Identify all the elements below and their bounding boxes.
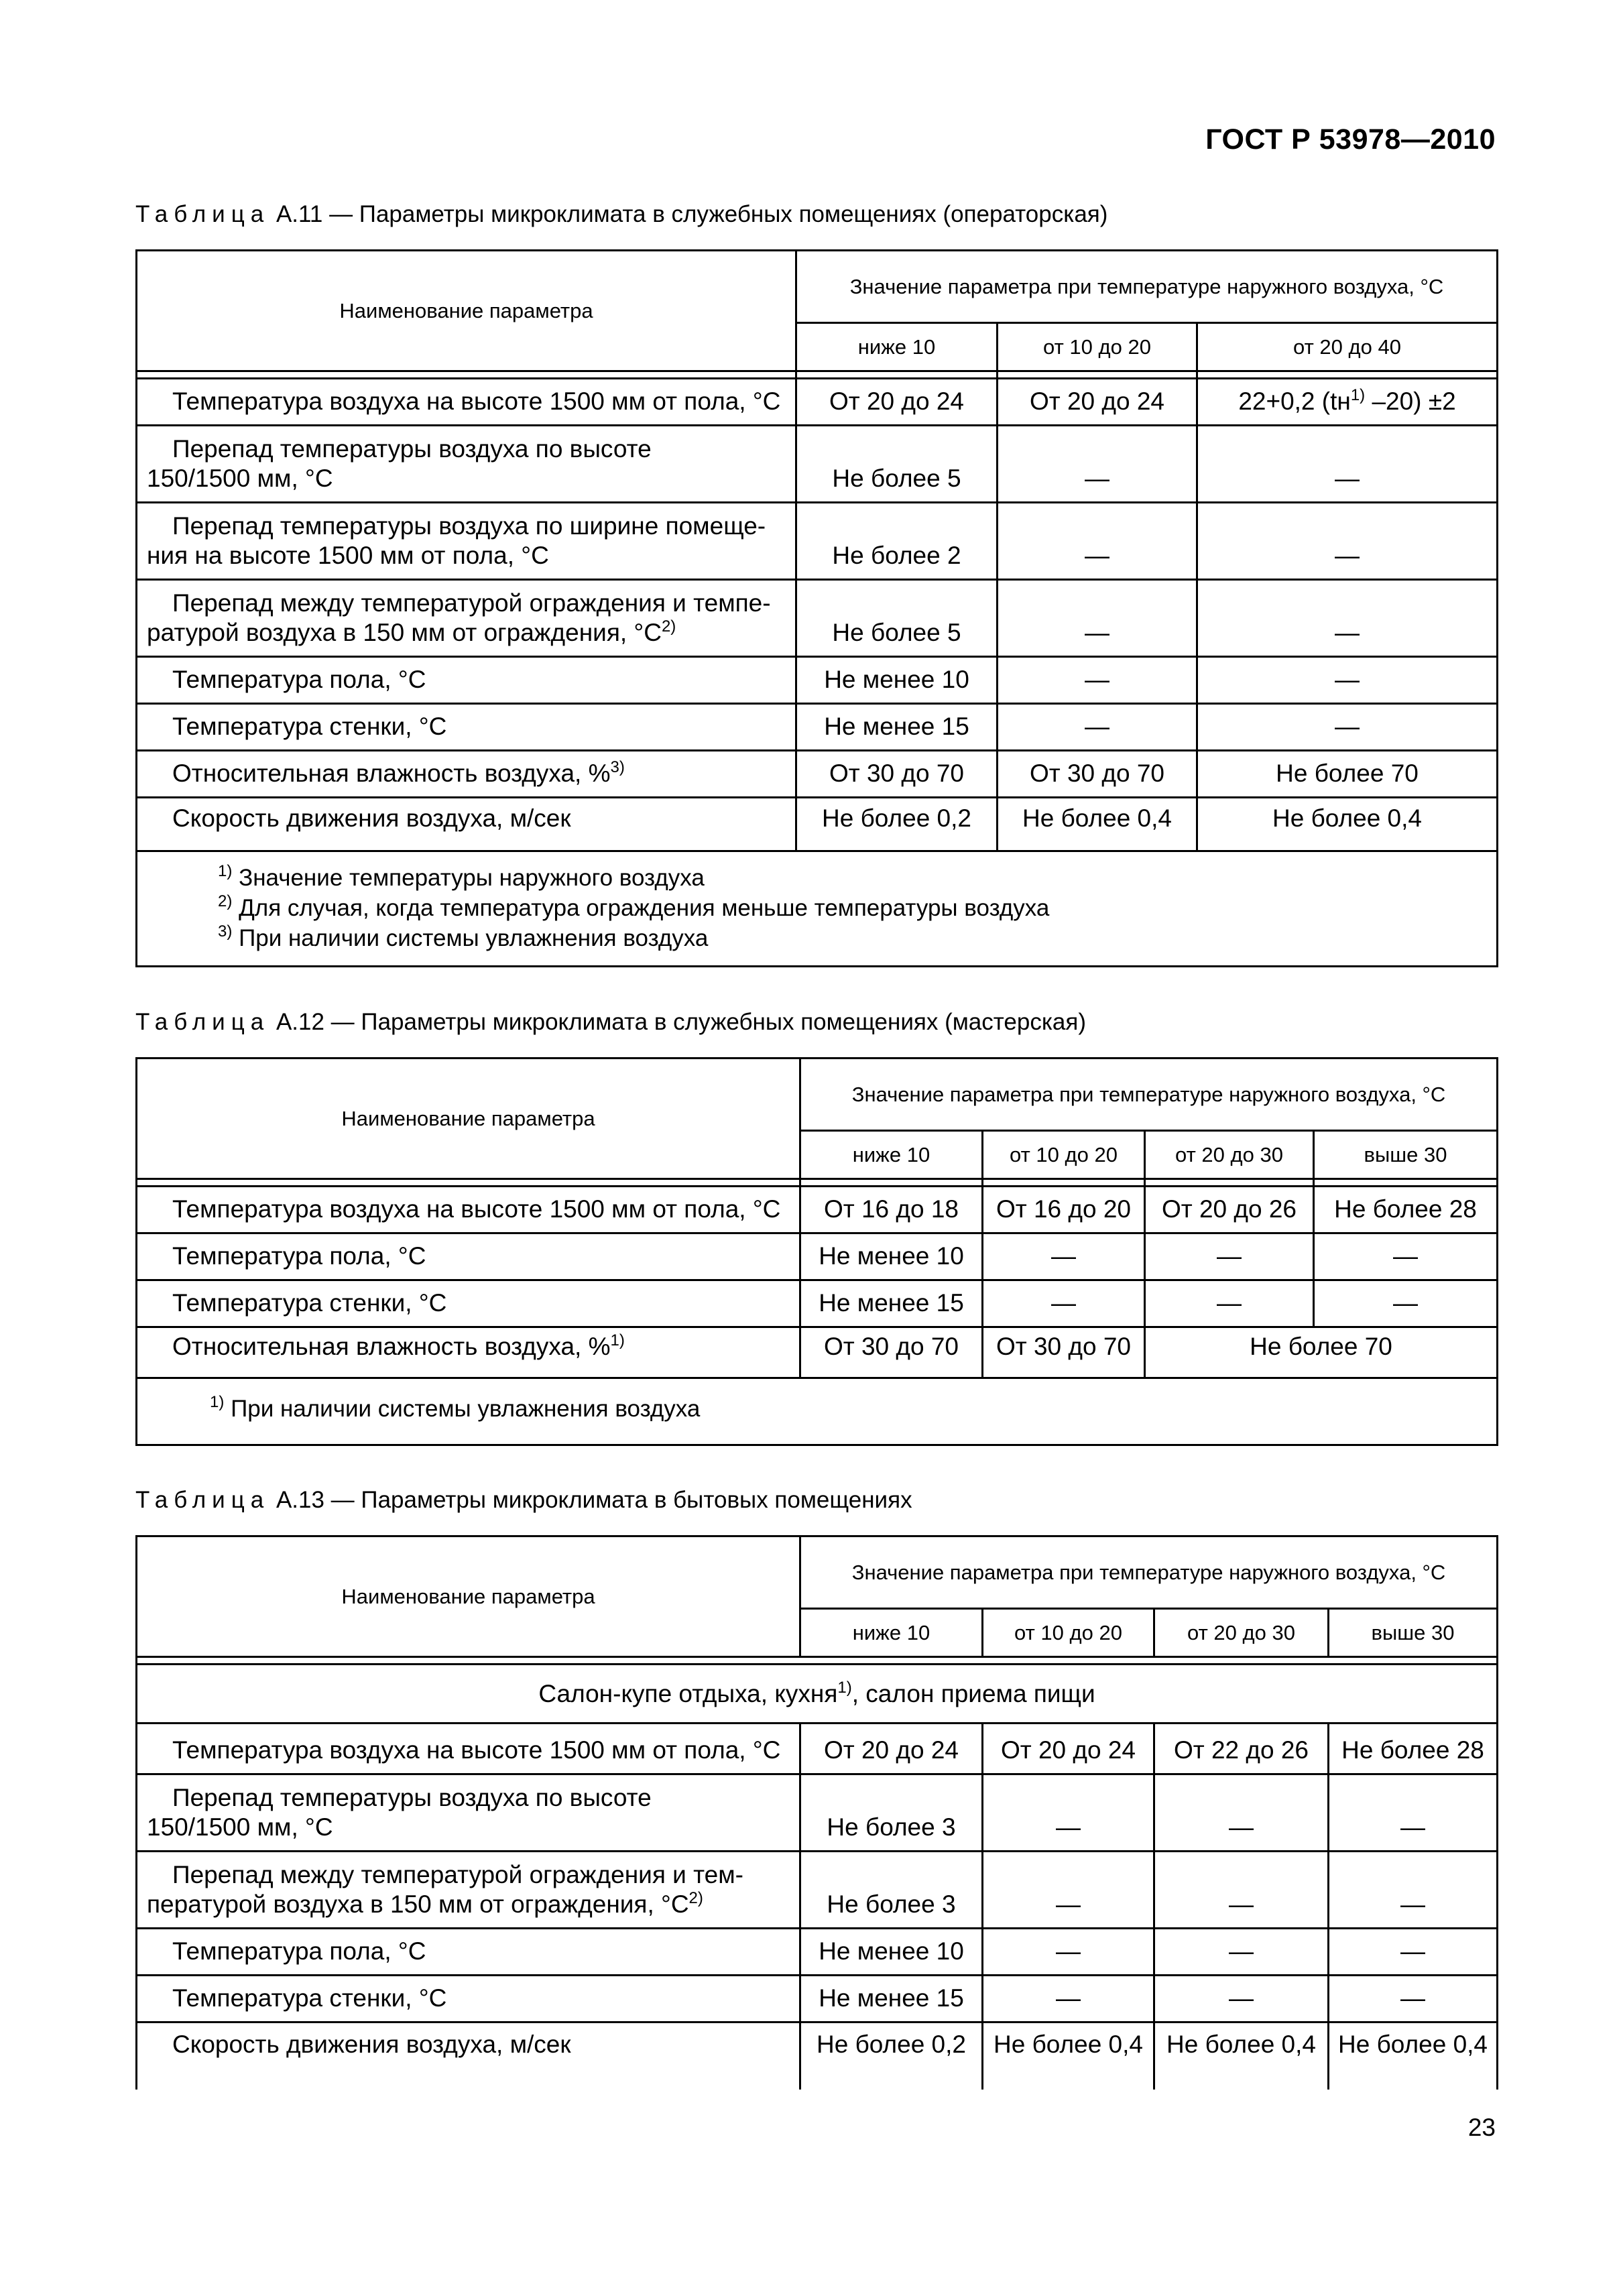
param-name: Относительная влажность воздуха, % [172, 760, 611, 787]
table-footnotes [137, 851, 1498, 967]
table-row: Перепад между температурой ограждения и темпе- ратурой воздуха в 150 мм от ограждения, $^\circ С^{2)}$ Не более 5 — — [137, 580, 1498, 657]
table-row [137, 2022, 1498, 2090]
table-a13 [135, 1535, 1498, 2090]
value-cell: — [998, 704, 1197, 751]
col-header-value: Значение параметра при температуре наружного воздуха, °С [800, 1059, 1498, 1131]
value-cell: — [1145, 1233, 1314, 1280]
table-a12-caption [135, 1009, 1086, 1036]
value-cell: Не более 0,2 [800, 2022, 983, 2090]
range-header: выше 30 [1329, 1609, 1498, 1657]
table-row: Относительная влажность воздуха, %$^{1)}$ От 30 до 70 От 30 до 70 Не более 70 [137, 1327, 1498, 1378]
param-name: Температура воздуха на высоте 1500 мм от пола, °С [172, 387, 781, 415]
table-row [137, 657, 1498, 704]
caption-text: А.12 — Параметры микроклимата в служебных помещениях (мастерская) [269, 1009, 1086, 1035]
footnote: $^{1)}$ Значение температуры наружного воздуха [218, 862, 705, 891]
param-name: Температура пола, °С [172, 1242, 426, 1270]
value-cell: Не менее 10 [796, 657, 998, 704]
value-cell: Не более 28 [1329, 1724, 1498, 1774]
table-row [137, 1280, 1498, 1327]
value-cell: — [1329, 1852, 1498, 1929]
col-header-param: Наименование параметра [137, 1536, 800, 1657]
col-header-value: Значение параметра при температуре наружного воздуха, °С [800, 1536, 1498, 1609]
param-name: Перепад температуры воздуха по высоте [172, 1784, 652, 1811]
value-cell: 22+0,2 ($tн^{1)}$ –20) ±2 [1197, 379, 1498, 426]
value-cell: — [983, 1233, 1145, 1280]
value-cell: — [983, 1929, 1154, 1976]
value-cell: От 20 до 26 [1145, 1187, 1314, 1233]
table-a11 [135, 249, 1498, 967]
param-name: Температура воздуха на высоте 1500 мм от пола, °С [172, 1195, 781, 1223]
value-cell: — [998, 503, 1197, 580]
value-cell: Не более 0,4 [1154, 2022, 1329, 2090]
param-name: Температура пола, °С [172, 1937, 426, 1965]
range-header: от 20 до 30 [1145, 1131, 1314, 1179]
value-cell: От 20 до 24 [983, 1724, 1154, 1774]
footnote: $^{1)}$ При наличии системы увлажнения воздуха [210, 1393, 701, 1422]
range-header: от 20 до 40 [1197, 323, 1498, 371]
table-row [137, 798, 1498, 851]
value-cell: — [1197, 704, 1498, 751]
value-cell: Не менее 15 [800, 1976, 983, 2022]
value-cell: Не более 0,4 [998, 798, 1197, 851]
param-name: Температура воздуха на высоте 1500 мм от пола, °С [172, 1736, 781, 1764]
value-cell: — [983, 1976, 1154, 2022]
value-cell: — [998, 426, 1197, 503]
footnote: $^{3)}$ При наличии системы увлажнения воздуха [218, 922, 709, 951]
value-cell: Не менее 10 [800, 1233, 983, 1280]
value-cell: Не более 2 [796, 503, 998, 580]
table-row: Перепад температуры воздуха по высоте 150/1500 мм, °С Не более 3 — — — [137, 1774, 1498, 1852]
section-subheader: Салон-купе отдыха, кухня$^{1)}$, салон приема пищи [137, 1665, 1498, 1724]
value-cell: — [1154, 1929, 1329, 1976]
table-row: Относительная влажность воздуха, %$^{3)}$ От 30 до 70 От 30 до 70 Не более 70 [137, 751, 1498, 798]
table-row: Перепад температуры воздуха по высоте 150/1500 мм, °С Не более 5 — — [137, 426, 1498, 503]
range-header: ниже 10 [796, 323, 998, 371]
caption-prefix: Таблица [135, 1009, 270, 1035]
value-cell: — [1197, 580, 1498, 657]
table-a11-caption [135, 201, 1107, 228]
table-footnotes [137, 1378, 1498, 1445]
range-header: от 10 до 20 [998, 323, 1197, 371]
caption-text: А.13 — Параметры микроклимата в бытовых помещениях [269, 1487, 912, 1513]
value-cell: От 20 до 24 [800, 1724, 983, 1774]
value-cell: Не более 70 [1145, 1327, 1498, 1378]
table-a13-caption [135, 1487, 912, 1514]
value-cell: Не более 0,2 [796, 798, 998, 851]
footnote: $^{2)}$ Для случая, когда температура ограждения меньше температуры воздуха [218, 892, 1050, 921]
table-row [137, 1976, 1498, 2022]
value-cell: — [1197, 503, 1498, 580]
table-row [137, 704, 1498, 751]
range-header: от 20 до 30 [1154, 1609, 1329, 1657]
value-cell: — [983, 1280, 1145, 1327]
value-cell: Не менее 10 [800, 1929, 983, 1976]
value-cell: — [1314, 1233, 1498, 1280]
value-cell: — [1154, 1976, 1329, 2022]
value-cell: — [1329, 1774, 1498, 1852]
param-name: Перепад температуры воздуха по высоте [172, 435, 652, 463]
param-name: Температура стенки, °С [172, 1289, 447, 1317]
value-cell: — [983, 1852, 1154, 1929]
value-cell: От 20 до 24 [796, 379, 998, 426]
table-row [137, 1929, 1498, 1976]
table-row [137, 1724, 1498, 1774]
table-row [137, 379, 1498, 426]
range-header: выше 30 [1314, 1131, 1498, 1179]
value-cell: Не более 28 [1314, 1187, 1498, 1233]
caption-prefix: Таблица [135, 201, 270, 227]
col-header-value: Значение параметра при температуре наружного воздуха, °С [796, 251, 1498, 323]
value-cell: Не более 3 [800, 1852, 983, 1929]
col-header-param: Наименование параметра [137, 1059, 800, 1179]
value-cell: Не менее 15 [800, 1280, 983, 1327]
value-cell: От 30 до 70 [998, 751, 1197, 798]
table-row [137, 1187, 1498, 1233]
table-a12 [135, 1057, 1498, 1446]
value-cell: — [998, 657, 1197, 704]
range-header: от 10 до 20 [983, 1131, 1145, 1179]
param-name: Скорость движения воздуха, м/сек [172, 2031, 571, 2058]
value-cell: — [998, 580, 1197, 657]
param-name: Скорость движения воздуха, м/сек [172, 804, 571, 832]
caption-text: А.11 — Параметры микроклимата в служебных помещениях (операторская) [269, 201, 1108, 227]
param-name: Температура пола, °С [172, 666, 426, 693]
value-cell: — [1197, 657, 1498, 704]
range-header: от 10 до 20 [983, 1609, 1154, 1657]
value-cell: Не менее 15 [796, 704, 998, 751]
value-cell: Не более 3 [800, 1774, 983, 1852]
value-cell: — [1154, 1852, 1329, 1929]
value-cell: Не более 0,4 [1197, 798, 1498, 851]
value-cell: — [1145, 1280, 1314, 1327]
param-name: Перепад между температурой ограждения и темпе- [172, 589, 771, 617]
value-cell: От 16 до 20 [983, 1187, 1145, 1233]
value-cell: От 20 до 24 [998, 379, 1197, 426]
value-cell: От 30 до 70 [800, 1327, 983, 1378]
table-row [137, 1233, 1498, 1280]
param-name: Перепад между температурой ограждения и тем- [172, 1861, 743, 1888]
value-cell: — [983, 1774, 1154, 1852]
table-row: Перепад температуры воздуха по ширине помеще- ния на высоте 1500 мм от пола, °С Не более 2 — — [137, 503, 1498, 580]
value-cell: Не более 0,4 [1329, 2022, 1498, 2090]
param-name: Перепад температуры воздуха по ширине помеще- [172, 512, 766, 540]
document-id: ГОСТ Р 53978—2010 [1205, 123, 1496, 156]
value-cell: — [1329, 1976, 1498, 2022]
caption-prefix: Таблица [135, 1487, 270, 1513]
value-cell: От 30 до 70 [983, 1327, 1145, 1378]
param-name: Относительная влажность воздуха, % [172, 1333, 611, 1360]
value-cell: — [1197, 426, 1498, 503]
param-name: Температура стенки, °С [172, 1984, 447, 2012]
value-cell: Не более 5 [796, 426, 998, 503]
value-cell: От 22 до 26 [1154, 1724, 1329, 1774]
value-cell: Не более 0,4 [983, 2022, 1154, 2090]
value-cell: Не более 5 [796, 580, 998, 657]
value-cell: Не более 70 [1197, 751, 1498, 798]
range-header: ниже 10 [800, 1131, 983, 1179]
range-header: ниже 10 [800, 1609, 983, 1657]
page-number: 23 [1467, 2114, 1496, 2141]
table-row: Перепад между температурой ограждения и тем- пературой воздуха в 150 мм от ограждения, $^\circ С^{2)}$ Не более 3 — — — [137, 1852, 1498, 1929]
param-name: Температура стенки, °С [172, 713, 447, 740]
col-header-param: Наименование параметра [137, 251, 796, 371]
value-cell: От 30 до 70 [796, 751, 998, 798]
value-cell: — [1314, 1280, 1498, 1327]
value-cell: — [1154, 1774, 1329, 1852]
value-cell: — [1329, 1929, 1498, 1976]
value-cell: От 16 до 18 [800, 1187, 983, 1233]
